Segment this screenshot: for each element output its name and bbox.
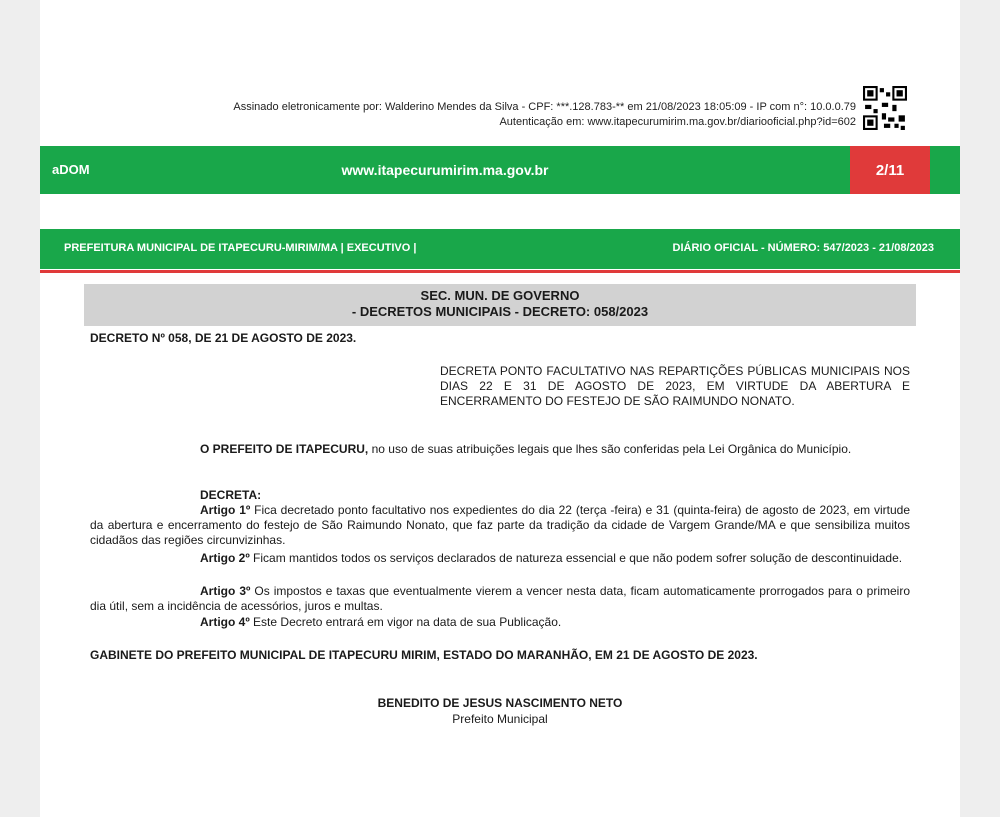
section-header-bar (40, 229, 960, 269)
article-1 (90, 503, 910, 548)
article-4 (90, 615, 910, 630)
article-label: Artigo 2º (200, 551, 250, 565)
decree-heading: DECRETO Nº 058, DE 21 DE AGOSTO DE 2023. (90, 331, 357, 345)
page-number: 2/11 (850, 146, 930, 194)
article-2 (90, 551, 910, 566)
authentication-line: Autenticação em: www.itapecurumirim.ma.gov.br/diariooficial.php?id=602 (499, 116, 856, 128)
publication-header-bar (40, 146, 960, 194)
gazette-number: DIÁRIO OFICIAL - NÚMERO: 547/2023 - 21/08/2023 (672, 242, 934, 254)
preamble-subject: O PREFEITO DE ITAPECURU, (200, 442, 369, 456)
article-3 (90, 584, 910, 614)
adom-label: aDOM (52, 162, 90, 177)
article-label: Artigo 3º (200, 584, 251, 598)
preamble-text: no uso de suas atribuições legais que lhes são conferidas pela Lei Orgânica do Município. (368, 442, 852, 456)
section-title: SEC. MUN. DE GOVERNO (420, 288, 580, 303)
preamble (90, 442, 910, 457)
section-title-box (84, 284, 916, 326)
article-text: Fica decretado ponto facultativo nos expedientes do dia 22 (terça -feira) e 31 (quinta-feira) de agosto de 2023, em virtude da abertura e encerramento do festejo de São Raimundo Nonato, que faz parte da tradição da cidade de Vargem Grande/MA e que sensibiliza muitos cidadãos das regiões circunvizinhas. (90, 503, 911, 547)
signer-title: Prefeito Municipal (452, 712, 548, 726)
article-label: Artigo 4º (200, 615, 250, 629)
article-label: Artigo 1º (200, 503, 251, 517)
website-url: www.itapecurumirim.ma.gov.br (341, 162, 549, 178)
document-page (40, 0, 960, 817)
section-subtitle: - DECRETOS MUNICIPAIS - DECRETO: 058/2023 (351, 304, 649, 319)
closing-statement: GABINETE DO PREFEITO MUNICIPAL DE ITAPECURU MIRIM, ESTADO DO MARANHÃO, EM 21 DE AGOSTO DE 2023. (90, 648, 758, 662)
electronic-signature (233, 100, 856, 130)
red-divider (40, 270, 960, 273)
decreta-label: DECRETA: (200, 488, 262, 502)
decree-summary: DECRETA PONTO FACULTATIVO NAS REPARTIÇÕES PÚBLICAS MUNICIPAIS NOS DIAS 22 E 31 DE AGOSTO DE 2023, EM VIRTUDE DA ABERTURA E ENCERRAMENTO DO FESTEJO DE SÃO RAIMUNDO NONATO. (440, 364, 910, 408)
article-text: Os impostos e taxas que eventualmente vierem a vencer nesta data, ficam automaticamente prorrogados para o primeiro dia útil, sem a incidência de acessórios, juros e multas. (90, 584, 911, 613)
qr-code-icon (863, 86, 907, 130)
signer-name: BENEDITO DE JESUS NASCIMENTO NETO (377, 696, 623, 710)
article-text: Ficam mantidos todos os serviços declarados de natureza essencial e que não podem sofrer solução de descontinuidade. (249, 551, 903, 565)
article-text: Este Decreto entrará em vigor na data de sua Publicação. (249, 615, 562, 629)
municipality-label: PREFEITURA MUNICIPAL DE ITAPECURU-MIRIM/MA | EXECUTIVO | (64, 242, 417, 254)
signature-line: Assinado eletronicamente por: Walderino Mendes da Silva - CPF: ***.128.783-** em 21/08/2023 18:05:09 - IP com n°: 10.0.0.79 (233, 101, 856, 113)
